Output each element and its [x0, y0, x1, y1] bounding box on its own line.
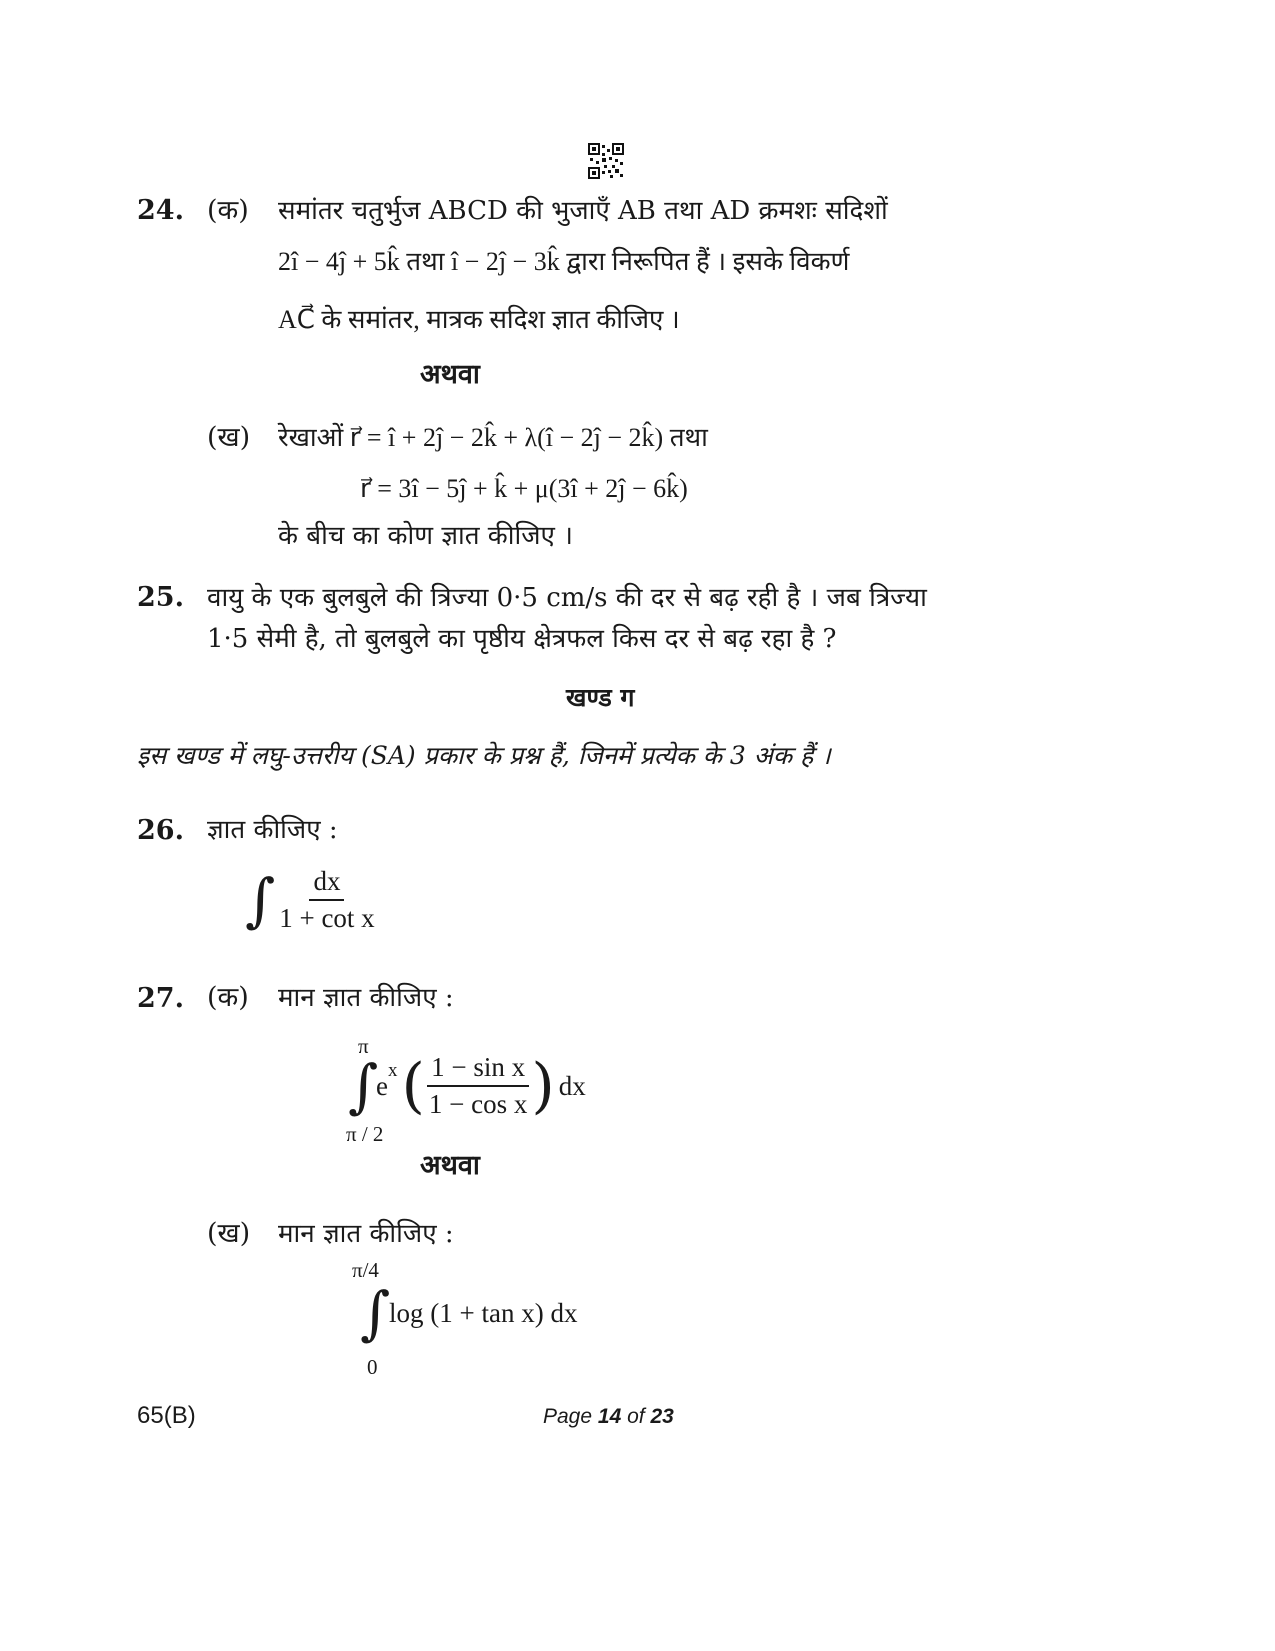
q27-part-b-text: मान ज्ञात कीजिए :: [278, 1219, 454, 1249]
q27b-lower-limit: 0: [367, 1355, 378, 1379]
question-number-24: 24.: [137, 195, 184, 226]
page-of: of: [621, 1405, 651, 1428]
or-separator-27: अथवा: [420, 1150, 480, 1181]
q27a-base: e: [376, 1070, 388, 1101]
q24-part-b-label: (ख): [207, 422, 251, 453]
q24-part-a-label: (क): [207, 195, 249, 226]
q26-fraction: [275, 866, 378, 934]
question-number-25: 25.: [137, 582, 184, 613]
q24-part-a-line2: 2î − 4ĵ + 5k̂ तथा î − 2ĵ − 3k̂ द्वारा निरूपित हैं । इसके विकर्ण: [278, 247, 850, 276]
q27a-upper-limit: π: [358, 1034, 369, 1058]
page-prefix: Page: [543, 1405, 598, 1428]
q27a-integrand: [376, 1052, 586, 1120]
q27a-dx: dx: [558, 1070, 586, 1101]
q24-part-a-line3: AC⃗ के समांतर, मात्रक सदिश ज्ञात कीजिए ।: [278, 305, 680, 334]
q27a-fraction: [425, 1052, 531, 1120]
q26-numerator: dx: [309, 866, 344, 901]
paper-code: 65(B): [137, 1402, 196, 1429]
q26-integral-expression: [245, 866, 379, 934]
question-number-26: 26.: [137, 815, 184, 846]
question-number-27: 27.: [137, 983, 184, 1014]
right-paren: ): [531, 1051, 555, 1121]
q27a-exponent: x: [387, 1060, 398, 1081]
q26-denominator: 1 + cot x: [279, 903, 375, 933]
q27a-integral-sign: ∫: [348, 1052, 379, 1120]
qr-code-icon: [588, 143, 624, 179]
section-title: खण्ड ग: [566, 683, 635, 712]
q27-part-b-label: (ख): [207, 1218, 251, 1249]
q27b-integrand: log (1 + tan x) dx: [389, 1298, 578, 1328]
page-total: 23: [650, 1405, 674, 1428]
q24-part-b-line3: के बीच का कोण ज्ञात कीजिए ।: [278, 521, 574, 551]
q26-text: ज्ञात कीजिए :: [207, 815, 338, 845]
page-current: 14: [597, 1405, 622, 1428]
q27b-upper-limit: π/4: [352, 1258, 379, 1282]
section-instruction: इस खण्ड में लघु-उत्तरीय (SA) प्रकार के प्रश्न हैं, जिनमें प्रत्येक के 3 अंक हैं ।: [137, 741, 831, 770]
q27b-integral-sign: ∫: [360, 1279, 391, 1347]
integral-sign: ∫: [245, 866, 276, 934]
q27a-lower-limit: π / 2: [346, 1122, 384, 1146]
q25-line1: वायु के एक बुलबुले की त्रिज्या 0·5 cm/s की दर से बढ़ रही है । जब त्रिज्या: [207, 583, 927, 613]
q27a-numerator: 1 − sin x: [427, 1052, 529, 1087]
q27-part-a-label: (क): [207, 982, 249, 1013]
q27-part-a-text: मान ज्ञात कीजिए :: [278, 983, 454, 1013]
left-paren: (: [401, 1051, 425, 1121]
or-separator-24: अथवा: [420, 359, 480, 390]
page-indicator: [543, 1405, 674, 1429]
q24-part-b-line1: रेखाओं r⃗ = î + 2ĵ − 2k̂ + λ(î − 2ĵ − 2k̂) तथा: [278, 423, 708, 452]
q24-part-b-line2: r⃗ = 3î − 5ĵ + k̂ + μ(3î + 2ĵ − 6k̂): [360, 474, 688, 503]
q24-part-a-line1: समांतर चतुर्भुज ABCD की भुजाएँ AB तथा AD क्रमशः सदिशों: [278, 196, 888, 226]
q25-line2: 1·5 सेमी है, तो बुलबुले का पृष्ठीय क्षेत्रफल किस दर से बढ़ रहा है ?: [207, 624, 837, 654]
q27a-denominator: 1 − cos x: [428, 1089, 528, 1119]
